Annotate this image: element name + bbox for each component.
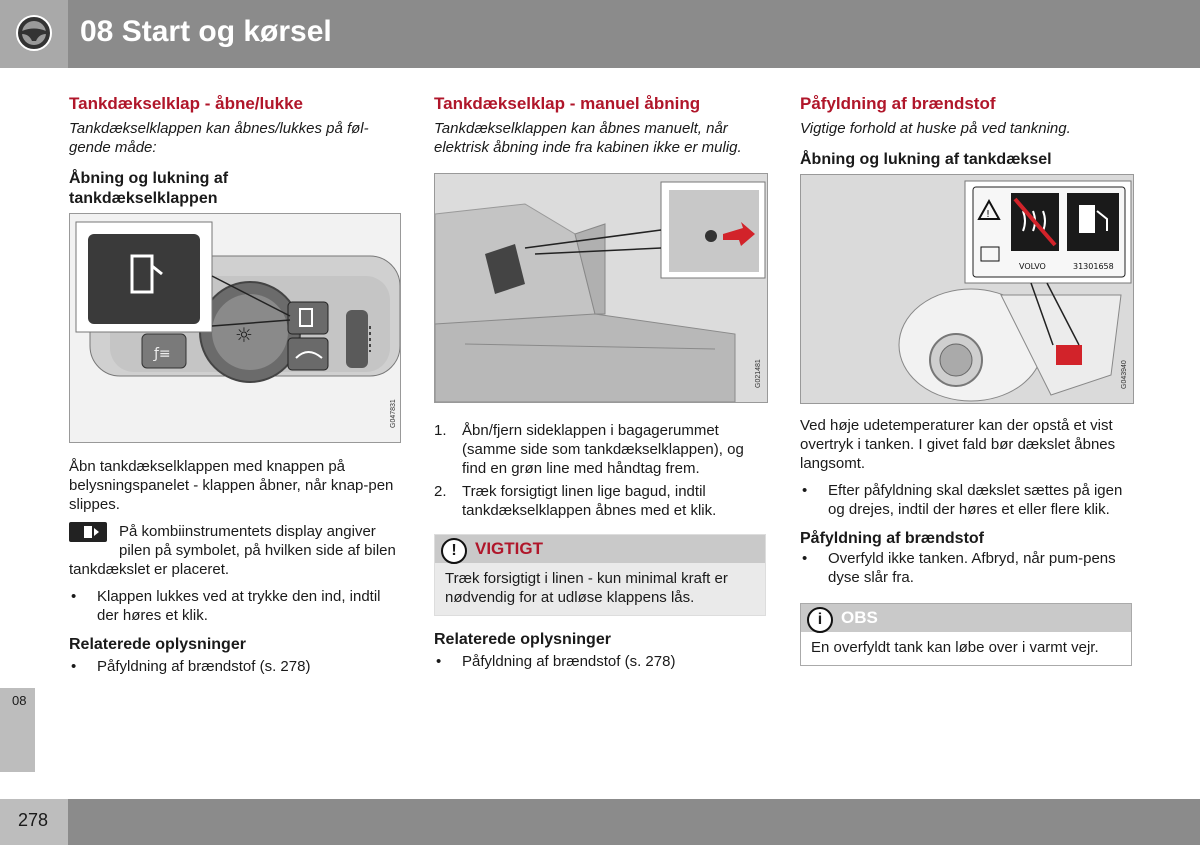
icon-paragraph: [69, 522, 401, 579]
section-intro: Tankdækselklappen kan åbnes manuelt, når elektrisk åbning inde fra kabinen ikke er mulig.: [434, 120, 742, 156]
notice-body: En overfyldt tank kan løbe over i varmt vejr.: [801, 632, 1131, 665]
subheading: Åbning og lukning af tankdæksel: [800, 151, 1052, 168]
icon-paragraph-text: På kombiinstrumentets display angiver pilen på symbolet, på hvilken side af bilen tankdækslet er placeret.: [69, 523, 396, 578]
section-title: Tankdækselklap - åbne/lukke: [69, 94, 303, 113]
related-heading: Relaterede oplysninger: [69, 636, 246, 653]
section-intro: Vigtige forhold at huske på ved tankning.: [800, 120, 1071, 137]
obs-notice: [800, 603, 1132, 666]
figure-code: G043940: [1121, 360, 1128, 389]
notice-title: VIGTIGT: [475, 539, 543, 558]
svg-text:!: !: [986, 209, 991, 220]
chapter-side-tab: [0, 688, 35, 772]
steering-wheel-icon: [15, 14, 53, 52]
figure-code: G021481: [755, 359, 762, 388]
fuel-cap-illustration: [801, 175, 1133, 403]
paragraph: Ved høje udetemperaturer kan der opstå et vist overtryk i tanken. I givet fald bør dækslet åbnes langsomt.: [800, 417, 1116, 472]
list-item: • Overfyld ikke tanken. Afbryd, når pum-pens dyse slår fra.: [800, 549, 1132, 587]
cargo-area-figure: [434, 173, 768, 403]
notice-header: [435, 535, 765, 563]
list-item: • Efter påfyldning skal dækslet sættes på igen og drejes, indtil der høres et eller flere klik.: [800, 481, 1132, 519]
subheading: Åbning og lukning af tankdækselklappen: [69, 170, 229, 207]
page-number: 278: [18, 810, 49, 830]
related-list: [434, 652, 766, 671]
section-intro: Tankdækselklappen kan åbnes/lukkes på føl-gende måde:: [69, 120, 369, 156]
list-item: • Klappen lukkes ved at trykke den ind, indtil der høres et klik.: [69, 587, 401, 625]
section-title: Påfyldning af brændstof: [800, 94, 996, 113]
light-panel-figure: [69, 213, 401, 443]
subheading: Påfyldning af brændstof: [800, 530, 984, 547]
related-link[interactable]: • Påfyldning af brændstof (s. 278): [69, 657, 401, 676]
notice-body: Træk forsigtigt i linen - kun minimal kraft er nødvendig for at udløse klappens lås.: [435, 563, 765, 615]
chapter-header: [0, 0, 1200, 68]
notice-title: OBS: [841, 608, 878, 627]
section-title: Tankdækselklap - manuel åbning: [434, 94, 701, 113]
page-footer: [0, 799, 1200, 845]
column-fuel-flap-manual: [434, 94, 766, 681]
related-heading: Relaterede oplysninger: [434, 631, 611, 648]
paragraph: Åbn tankdækselklappen med knappen på belysningspanelet - klappen åbner, når knap-pen slippes.: [69, 458, 394, 513]
figure-code: G047831: [390, 399, 397, 428]
info-icon: i: [807, 607, 833, 633]
label-number: 31301658: [1073, 262, 1114, 271]
column-fuel-flap-open-close: [69, 94, 401, 686]
related-list: [69, 657, 401, 676]
notice-header: [801, 604, 1131, 632]
fuel-cap-figure: [800, 174, 1134, 404]
label-brand: VOLVO: [1019, 262, 1046, 271]
page-number-box: [0, 799, 68, 845]
fuel-pump-arrow-icon: [69, 522, 107, 542]
svg-text:ƒ≡: ƒ≡: [154, 346, 171, 362]
column-refuelling: [800, 94, 1132, 680]
bullet-list: [800, 549, 1132, 587]
chapter-badge: [0, 0, 68, 68]
bullet-list: [800, 481, 1132, 519]
svg-text:☼: ☼: [235, 323, 253, 347]
side-tab-label: 08: [12, 693, 27, 708]
important-notice: [434, 534, 766, 616]
steps-list: [434, 421, 766, 520]
light-panel-illustration: [70, 214, 400, 442]
bullet-list: [69, 587, 401, 625]
related-link[interactable]: • Påfyldning af brændstof (s. 278): [434, 652, 766, 671]
step-item: 1. Åbn/fjern sideklappen i bagagerummet (samme side som tankdækselklappen), og find en grøn line med håndtag frem.: [434, 422, 744, 477]
chapter-title: 08 Start og kørsel: [80, 15, 332, 48]
step-item: 2. Træk forsigtigt linen lige bagud, indtil tankdækselklappen åbnes med et klik.: [434, 483, 717, 519]
cargo-area-illustration: [435, 174, 767, 402]
exclamation-icon: !: [441, 538, 467, 564]
